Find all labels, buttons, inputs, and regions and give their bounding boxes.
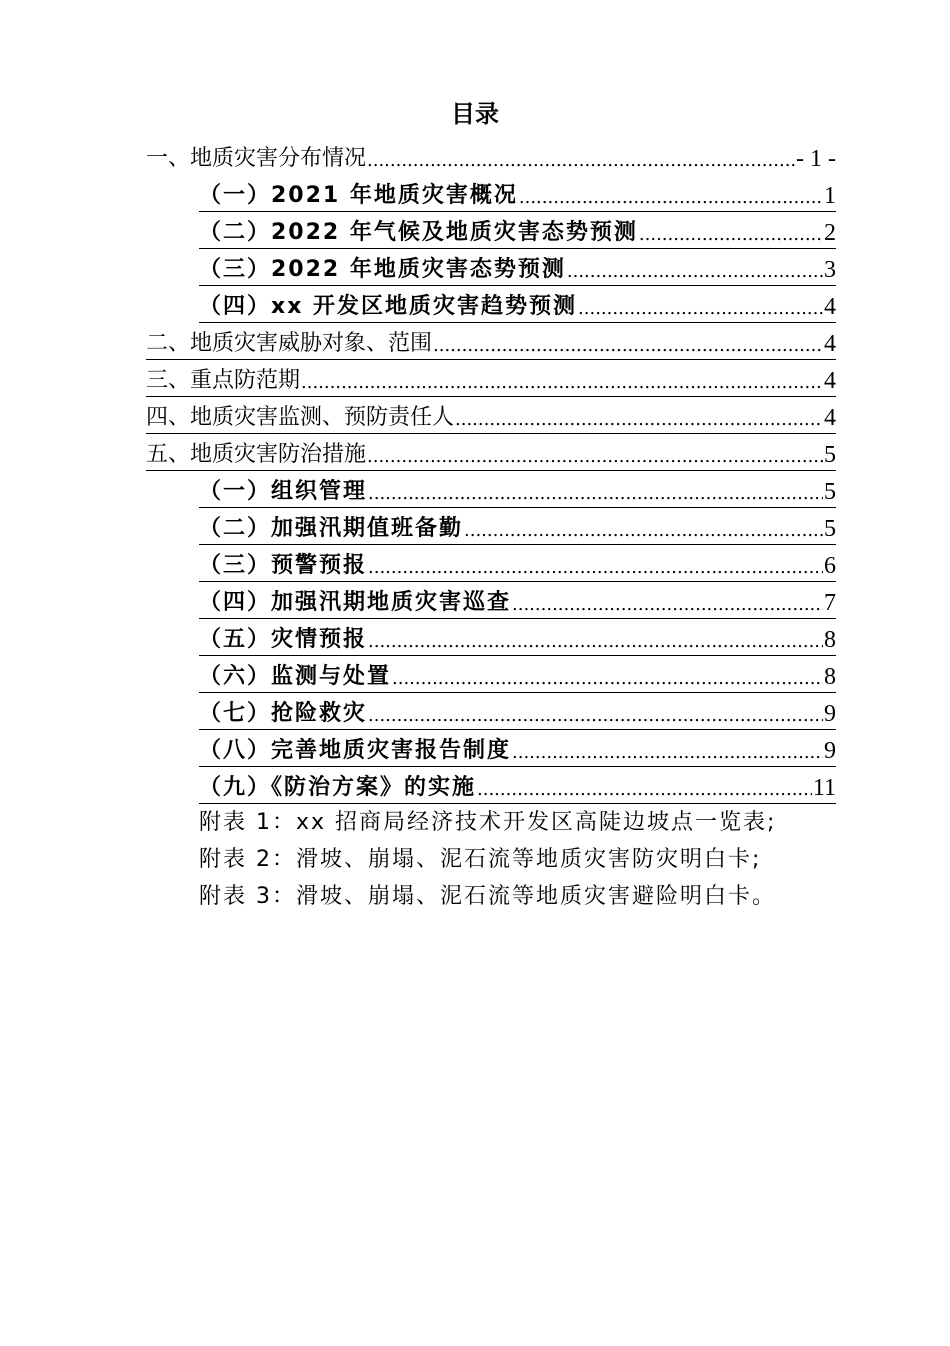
toc-entry-label: （二）加强汛期值班备勤 [199, 516, 464, 541]
toc-entry-section-5-5[interactable] [199, 619, 836, 656]
toc-entry-section-1-3[interactable] [199, 249, 836, 286]
toc-entry-section-5[interactable] [146, 434, 836, 471]
toc-entry-label: 三、重点防范期 [146, 368, 301, 393]
toc-entry-label: （二）2022 年气候及地质灾害态势预测 [199, 220, 638, 245]
toc-entry-page: 3 [824, 257, 836, 283]
toc-entry-label: 一、地质灾害分布情况 [146, 146, 367, 171]
toc-entry-label: 二、地质灾害威胁对象、范围 [146, 331, 433, 356]
toc-entry-page: 11 [812, 775, 836, 801]
appendix-line-2: 附表 2：滑坡、崩塌、泥石流等地质灾害防灾明白卡; [199, 847, 762, 872]
toc-entry-label: （一）2021 年地质灾害概况 [199, 183, 518, 208]
toc-entry-label: （五）灾情预报 [199, 627, 368, 652]
toc-leader-dots [301, 370, 823, 396]
toc-leader-dots [512, 592, 823, 618]
toc-entry-section-1[interactable] [146, 138, 836, 174]
toc-entry-page: 4 [824, 331, 836, 357]
toc-leader-dots [519, 185, 823, 211]
toc-entry-section-5-1[interactable] [199, 471, 836, 508]
toc-entry-label: （四）加强汛期地质灾害巡查 [199, 590, 512, 615]
toc-title: 目录 [451, 100, 499, 128]
toc-entry-page: 4 [824, 405, 836, 431]
appendix-line-3: 附表 3：滑坡、崩塌、泥石流等地质灾害避险明白卡。 [199, 884, 776, 909]
toc-leader-dots [464, 518, 823, 544]
toc-leader-dots [512, 740, 823, 766]
toc-entry-page: 5 [824, 479, 836, 505]
toc-entry-section-1-1[interactable] [199, 175, 836, 212]
toc-leader-dots [392, 666, 823, 692]
toc-leader-dots [455, 407, 823, 433]
toc-entry-label: （九）《防治方案》的实施 [199, 775, 477, 800]
toc-entry-label: 四、地质灾害监测、预防责任人 [146, 405, 455, 430]
toc-leader-dots [433, 333, 823, 359]
toc-entry-page: 8 [824, 627, 836, 653]
toc-entry-label: （一）组织管理 [199, 479, 368, 504]
toc-entry-page: 9 [824, 738, 836, 764]
toc-entry-label: （三）2022 年地质灾害态势预测 [199, 257, 566, 282]
toc-leader-dots [477, 777, 812, 803]
toc-entry-page: 6 [824, 553, 836, 579]
toc-entry-page: - 1 - [796, 146, 836, 172]
toc-entry-section-1-2[interactable] [199, 212, 836, 249]
toc-entry-section-5-9[interactable] [199, 767, 836, 804]
toc-entry-section-5-7[interactable] [199, 693, 836, 730]
toc-entry-label: （六）监测与处置 [199, 664, 392, 689]
toc-entry-section-4[interactable] [146, 397, 836, 434]
toc-entry-page: 5 [824, 516, 836, 542]
toc-entry-page: 5 [824, 442, 836, 468]
toc-entry-label: （七）抢险救灾 [199, 701, 368, 726]
toc-leader-dots [368, 555, 823, 581]
toc-entry-section-5-2[interactable] [199, 508, 836, 545]
toc-entry-page: 7 [824, 590, 836, 616]
toc-entry-section-5-3[interactable] [199, 545, 836, 582]
toc-entry-section-5-8[interactable] [199, 730, 836, 767]
toc-entry-label: 五、地质灾害防治措施 [146, 442, 367, 467]
toc-leader-dots [367, 444, 823, 470]
toc-entry-label: （四）xx 开发区地质灾害趋势预测 [199, 294, 578, 319]
toc-leader-dots [567, 259, 823, 285]
toc-entry-label: （三）预警预报 [199, 553, 368, 578]
appendix-line-1: 附表 1：xx 招商局经济技术开发区高陡边坡点一览表; [199, 810, 777, 835]
toc-leader-dots [578, 296, 823, 322]
toc-entry-page: 8 [824, 664, 836, 690]
toc-leader-dots [368, 629, 823, 655]
toc-entry-section-2[interactable] [146, 323, 836, 360]
toc-entry-label: （八）完善地质灾害报告制度 [199, 738, 512, 763]
toc-entry-page: 9 [824, 701, 836, 727]
toc-entry-section-3[interactable] [146, 360, 836, 397]
toc-entry-section-1-4[interactable] [199, 286, 836, 323]
toc-entry-page: 4 [824, 368, 836, 394]
toc-entry-section-5-4[interactable] [199, 582, 836, 619]
toc-leader-dots [368, 481, 823, 507]
toc-entry-page: 4 [824, 294, 836, 320]
toc-entry-section-5-6[interactable] [199, 656, 836, 693]
toc-leader-dots [639, 222, 823, 248]
toc-entry-page: 2 [824, 220, 836, 246]
toc-entry-page: 1 [824, 183, 836, 209]
toc-leader-dots [367, 148, 795, 174]
toc-leader-dots [368, 703, 823, 729]
